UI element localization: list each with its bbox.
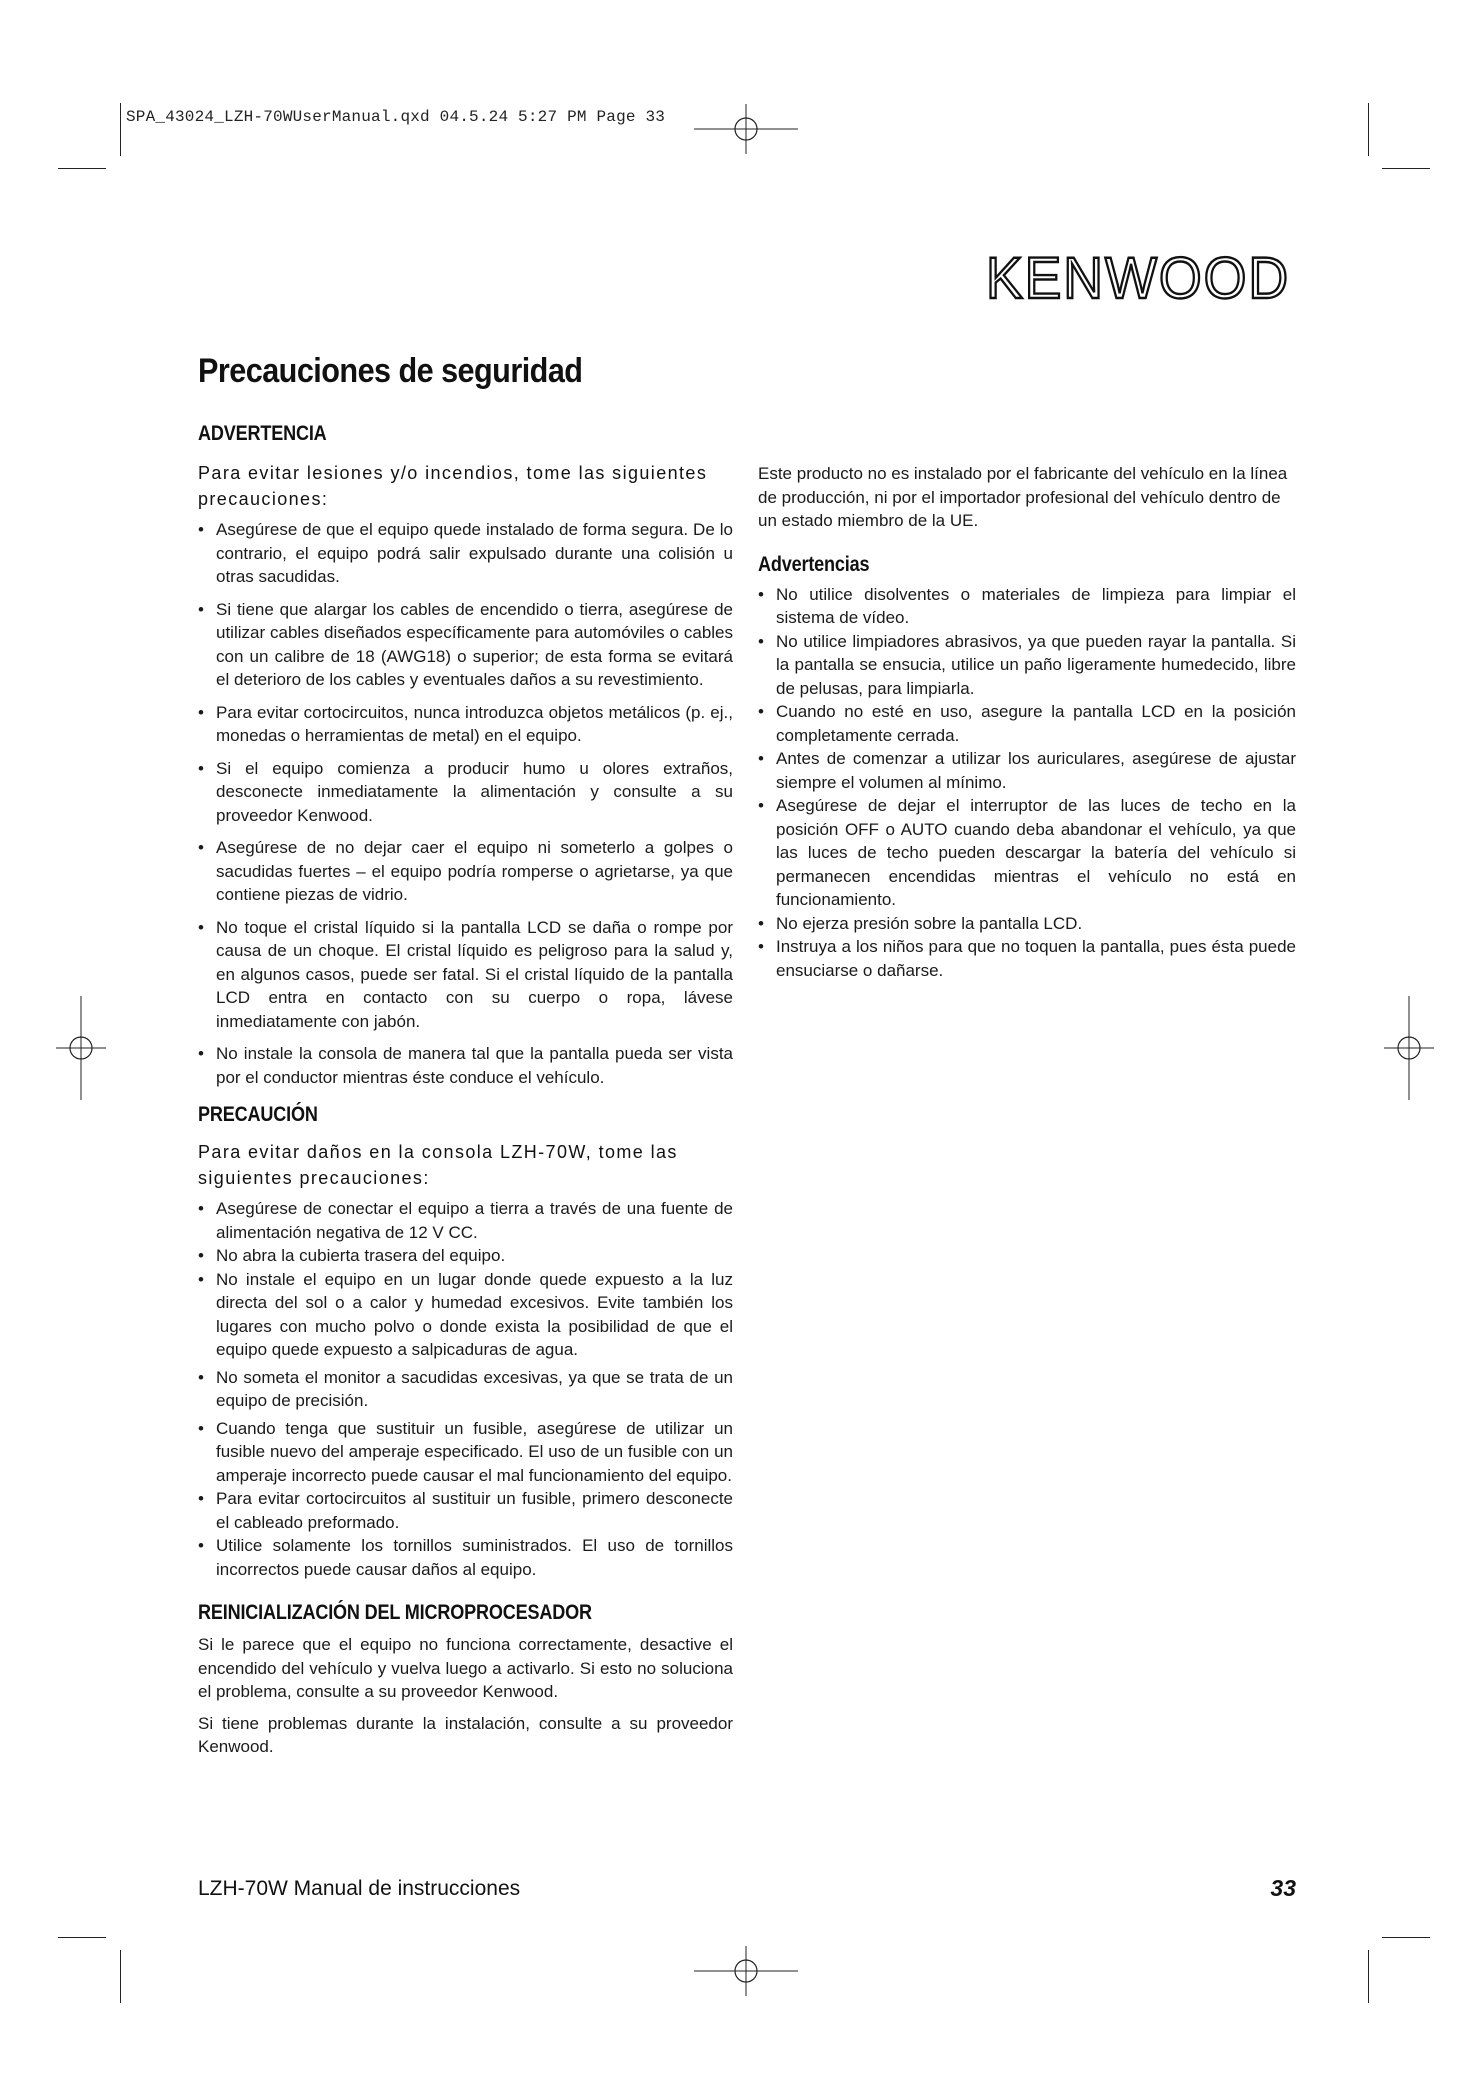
precaucion-list xyxy=(198,1197,733,1581)
list-item: • No abra la cubierta trasera del equipo. xyxy=(198,1244,733,1268)
advertencia-list xyxy=(198,518,733,1089)
list-item: • Utilice solamente los tornillos suministrados. El uso de tornillos incorrectos puede causar daños al equipo. xyxy=(198,1534,733,1581)
registration-mark-icon xyxy=(694,104,798,154)
crop-mark xyxy=(1368,103,1369,156)
list-item: • Para evitar cortocircuitos al sustituir un fusible, primero desconecte el cableado preformado. xyxy=(198,1487,733,1534)
kenwood-logo xyxy=(986,246,1290,308)
file-slug-line: SPA_43024_LZH-70WUserManual.qxd 04.5.24 5:27 PM Page 33 xyxy=(126,108,666,126)
list-item: • Asegúrese de dejar el interruptor de las luces de techo en la posición OFF o AUTO cuando deba abandonar el vehículo, ya que las luces de techo pueden descargar la batería del vehículo si permanecen encendidas mientras el vehículo no está en funcionamiento. xyxy=(758,794,1296,912)
logo-text: KENWOOD xyxy=(986,246,1290,308)
section-heading-advertencias: Advertencias xyxy=(758,552,870,576)
list-item: • Antes de comenzar a utilizar los auriculares, asegúrese de ajustar siempre el volumen al mínimo. xyxy=(758,747,1296,794)
footer-manual-title: LZH-70W Manual de instrucciones xyxy=(198,1877,521,1900)
crop-mark xyxy=(58,1937,106,1938)
list-item: • No instale la consola de manera tal que la pantalla pueda ser vista por el conductor mientras éste conduce el vehículo. xyxy=(198,1042,733,1089)
crop-mark xyxy=(58,168,106,169)
list-item: • No utilice disolventes o materiales de limpieza para limpiar el sistema de vídeo. xyxy=(758,583,1296,630)
crop-mark xyxy=(1382,1937,1430,1938)
list-item: • No ejerza presión sobre la pantalla LCD. xyxy=(758,912,1296,936)
list-item: • Asegúrese de conectar el equipo a tierra a través de una fuente de alimentación negativa de 12 V CC. xyxy=(198,1197,733,1244)
list-item: • Asegúrese de no dejar caer el equipo ni someterlo a golpes o sacudidas fuertes – el equipo podría romperse o agrietarse, ya que contiene piezas de vidrio. xyxy=(198,836,733,907)
crop-mark xyxy=(1368,1950,1369,2003)
list-item: • No toque el cristal líquido si la pantalla LCD se daña o rompe por causa de un choque. El cristal líquido es peligroso para la salud y, en algunos casos, puede ser fatal. Si el cristal líquido de la pantalla LCD entra en contacto con su cuerpo o ropa, lávese inmediatamente con jabón. xyxy=(198,916,733,1034)
reinicializacion-paragraph: Si le parece que el equipo no funciona correctamente, desactive el encendido del vehículo y vuelva luego a activarlo. Si esto no soluciona el problema, consulte a su proveedor Kenwood. xyxy=(198,1635,733,1701)
list-item: • Asegúrese de que el equipo quede instalado de forma segura. De lo contrario, el equipo podrá salir expulsado durante una colisión u otras sacudidas. xyxy=(198,518,733,589)
list-item: • Si tiene que alargar los cables de encendido o tierra, asegúrese de utilizar cables diseñados específicamente para automóviles o cables con un calibre de 18 (AWG18) o superior; de esta forma se evitará el deterioro de los cables y eventuales daños a su revestimiento. xyxy=(198,598,733,692)
page-title: Precauciones de seguridad xyxy=(198,352,583,390)
left-column xyxy=(198,422,733,1765)
crop-mark xyxy=(120,1950,121,2003)
list-item: • No instale el equipo en un lugar donde quede expuesto a la luz directa del sol o a calor y humedad excesivos. Evite también los lugares con mucho polvo o donde exista la posibilidad de que el equipo quede expuesto a salpicaduras de agua. xyxy=(198,1268,733,1362)
list-item: • No someta el monitor a sacudidas excesivas, ya que se trata de un equipo de precisión. xyxy=(198,1366,733,1413)
right-column xyxy=(758,462,1296,982)
advertencia-lead: Para evitar lesiones y/o incendios, tome las siguientes precauciones: xyxy=(198,463,708,509)
registration-mark-icon xyxy=(694,1946,798,1996)
advertencias-list xyxy=(758,583,1296,983)
page-number: 33 xyxy=(1270,1875,1296,1901)
list-item: • Para evitar cortocircuitos, nunca introduzca objetos metálicos (p. ej., monedas o herramientas de metal) en el equipo. xyxy=(198,701,733,748)
list-item: • Instruya a los niños para que no toquen la pantalla, pues ésta puede ensuciarse o dañarse. xyxy=(758,935,1296,982)
precaucion-lead: Para evitar daños en la consola LZH-70W, tome las siguientes precauciones: xyxy=(198,1142,678,1188)
list-item: • Cuando no esté en uso, asegure la pantalla LCD en la posición completamente cerrada. xyxy=(758,700,1296,747)
section-heading-precaucion: PRECAUCIÓN xyxy=(198,1103,318,1126)
registration-mark-icon xyxy=(56,996,106,1100)
intro-paragraph: Este producto no es instalado por el fabricante del vehículo en la línea de producción, ni por el importador profesional del vehículo dentro de un estado miembro de la UE. xyxy=(758,464,1288,530)
crop-mark xyxy=(1382,168,1430,169)
list-item: • No utilice limpiadores abrasivos, ya que pueden rayar la pantalla. Si la pantalla se ensucia, utilice un paño ligeramente humedecido, libre de pelusas, para limpiarla. xyxy=(758,630,1296,701)
reinicializacion-paragraph: Si tiene problemas durante la instalación, consulte a su proveedor Kenwood. xyxy=(198,1713,733,1756)
list-item: • Si el equipo comienza a producir humo u olores extraños, desconecte inmediatamente la alimentación y consulte a su proveedor Kenwood. xyxy=(198,757,733,828)
crop-mark xyxy=(120,103,121,156)
section-heading-advertencia: ADVERTENCIA xyxy=(198,422,327,445)
list-item: • Cuando tenga que sustituir un fusible, asegúrese de utilizar un fusible nuevo del amperaje especificado. El uso de un fusible con un amperaje incorrecto puede causar el mal funcionamiento del equipo. xyxy=(198,1417,733,1488)
registration-mark-icon xyxy=(1384,996,1434,1100)
section-heading-reinicializacion: REINICIALIZACIÓN DEL MICROPROCESADOR xyxy=(198,1601,592,1624)
